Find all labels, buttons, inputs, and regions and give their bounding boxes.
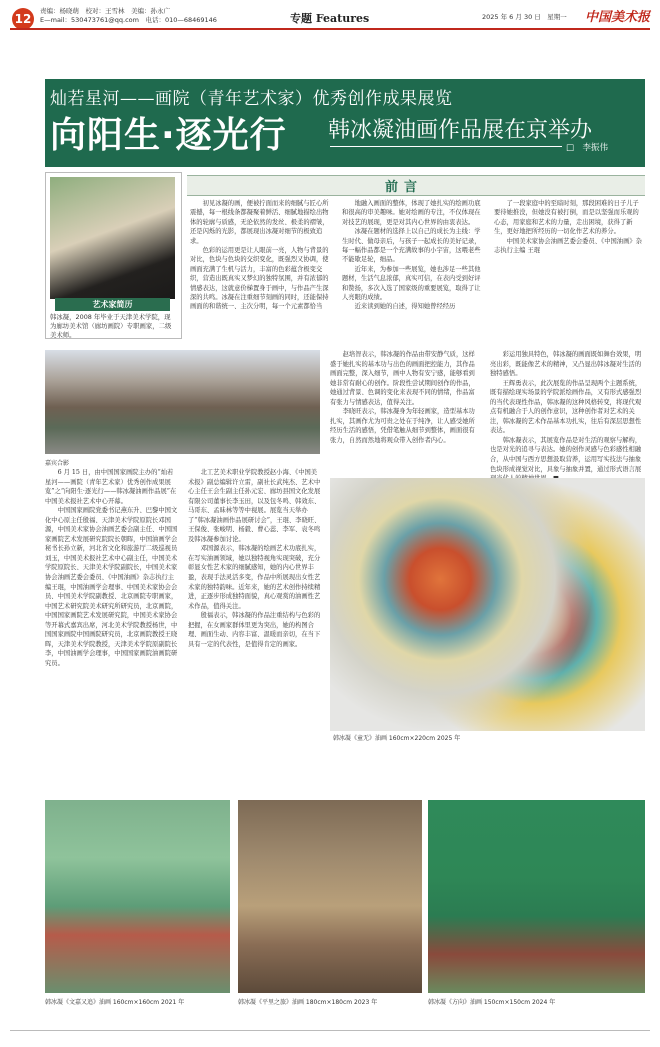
newspaper-logo: 中国美术报 — [585, 10, 651, 25]
article-column-3 — [330, 350, 478, 445]
preface-paragraph: 冰凝在题材的选择上以自己的成长为主线：学生时代、做母亲后，与孩子一起成长的美好记录，每一幅作品都是一个充满故事的小宇宙，这喂老些不能歇足轮，细品。 — [342, 228, 481, 264]
profile-bio: 韩冰凝，2008 年毕业于天津美术学院，现为廊坊美术馆（廊坊画院）专职画家，二级美术师。 — [50, 313, 172, 339]
painting-caption: 韩冰凝《文嘉又追》油画 160cm×160cm 2021 年 — [45, 999, 185, 1006]
preface-paragraph: 近年来，为参加一些展览，她也涉足一些其他题材，生活气息浓郁，真实可信，在表内受到好评和赞扬，多次入选了国家级的重要展览，取得了让人亮眼的成绩。 — [342, 265, 481, 302]
preface-paragraph: 初见冰凝的画，便被拧面而来的细腻与匠心所震撼，每一根线条都凝聚着鲜活、细腻地描绘出物体的轮廓与质感，无论依然的发丝、极柔的褶皱，还是闪烁的光影，都展现出冰凝对细节的极致追求。 — [190, 200, 329, 245]
article-paragraph: 中国国家画院党委书记燕东升、巴黎中国文化中心原主任殷福、天津美术学院原院长邓国源，中国美术家协会油画艺委会副主任、中国国家画院艺术发展研究院院长朝晖，中国油画学会秘书长孙立新，河北省文化和旅游厅二级巡视员刘玉，中国美术报社艺术中心副主任，中国美术学院原院长、天津美术学院副院长，中国美术家协会油画艺委会委员、《中国油画》杂志执行主编王琨，中国油画学会理事、中国美术家协会会员、中国美术学院副教授、北京画院专职画家，中国艺术研究院美术研究所研究员，北京画院，中国国家画院艺术发展研究院，中国美术家协会等开幕式嘉宾出席，河北美术学院教授杨世，中国国家画院中国画院研究员，北京画院教授王晓晖，天津美术学院教授，天津美术学院原副院长李，中国油画学会理事，中国国家画院油画院研究员。 — [45, 507, 178, 667]
article-paragraph: 北工艺美术职业学院教授赵小海、《中国美术报》副总编辑许立雷，副社长武纯杰、艺术中心主任王会生副主任孙元宏、廊坊县国文化发展有限公司董事长李玉田，以及包冬鸣、韩效东、马哥东、孟昧林等等中视展。展览当天举办了“韩冰凝油画作品展研讨会”，王琨、李晓旺、王保俊、张峻明、杨毅、曹心蕊、李军、袁冬鸣及韩冰凝参加讨论。 — [188, 469, 321, 543]
painting-caption: 韩冰凝《童无》油画 160cm×220cm 2025 年 — [333, 735, 461, 742]
subtitle-rule — [330, 146, 562, 147]
article-column-4 — [490, 350, 645, 484]
painting-caption: 韩冰凝《平里之旅》油画 180cm×180cm 2023 年 — [238, 999, 378, 1006]
headline-subtitle: 韩冰凝油画作品展在京举办 — [328, 118, 593, 143]
credits-line-2: E—mail：530473761@qq.com 电话：010—68469146 — [40, 16, 217, 24]
painting-horse-journey-image — [238, 800, 422, 993]
preface-signature: 中国美术家协会油画艺委会委员、《中国油画》杂志执行主编 王琨 — [494, 237, 642, 255]
credits-line-1: 责编：杨晓萌 校对：王雪林 美编：孙永广 — [40, 7, 170, 15]
article-paragraph: 6 月 15 日，由中国国家画院主办的“灿若星河——画院（青年艺术家）优秀创作成果展览”之“向阳生·逐光行——韩冰凝油画作品展”在中国美术报社艺术中心开幕。 — [45, 469, 177, 505]
section-label: 专题 Features — [290, 12, 370, 25]
issue-date: 2025 年 6 月 30 日 星期一 — [482, 13, 567, 21]
page-number: 12 — [12, 8, 34, 30]
article-column-1 — [45, 468, 178, 668]
article-paragraph: 邓国源表示，韩冰凝的绘画艺术功底扎实，在写实油画领域，她以独特视角实现突破，充分彰显女性艺术家的细腻感知，她的内心世界丰盈，表现手法灵活多变，作品中所展现出女性艺术家的独特韵味。近年来，她的艺术创作持续精进，正逐步形成独特面貌，真心观赏的油画性艺术作品，值得关注。 — [188, 545, 321, 610]
preface-column-1 — [190, 199, 332, 312]
headline-kicker: 灿若星河——画院（青年艺术家）优秀创作成果展览 — [50, 89, 453, 109]
footer-rule — [10, 1030, 650, 1031]
article-paragraph: 韩冰凝表示，其展览作品是对生活的观察与解构，也是对光的追寻与表达。她的创作灵感与色彩感性相融合，从中国与西方思想汲取营养，运用写实技法与抽象色块形成视觉对比，具象与抽象并置，通过形式语言展 — [490, 436, 642, 473]
article-paragraph: 彩运用独具特色，韩冰凝的画面既如舞台效果，明亮出彩，既能像艺术的精神，又凸显出韩冰凝对生活的独特感悟。 — [490, 351, 642, 378]
preface-column-3 — [494, 199, 644, 255]
preface-column-2 — [342, 199, 484, 312]
painting-children-skating-image — [45, 800, 230, 993]
painting-caption: 韩冰凝《方向》油画 150cm×150cm 2024 年 — [428, 999, 556, 1006]
headline-title: 向阳生·逐光行 — [50, 115, 287, 156]
preface-title: 前言 — [385, 180, 424, 195]
group-photo-caption: 嘉宾合影 — [45, 460, 70, 467]
preface-paragraph: 地融入画面的整体，体现了她扎实的绘画功底和很高的审美趣味。她对绘画的专注，不仅体现在对技艺的展现，更是对其内心世界的由衷表达。 — [342, 200, 481, 226]
painting-paper-planes-image — [428, 800, 645, 993]
preface-paragraph: 近来读到她的自述，得知她曾经经历 — [354, 303, 456, 311]
editor-credits — [40, 7, 217, 25]
group-photo — [45, 350, 320, 454]
preface-paragraph: 色彩的运用更是让人眼前一亮，人物与背景的对比，色块与色块的交织变化，既强烈又协调，使画面充满了生机与活力，丰富的色彩蕴含极变交织，营造出既真实又梦幻的独特氛围，并有浓郁的情感表达，这就意价梯置身于画中，与作品产生深深的共鸣。冰凝在注重细节刻画的同时，还能保持画面的和谐统一、主次分明，每一个元素都恰当 — [190, 247, 329, 311]
preface-paragraph: 了一段家庭中的至暗时刻，那段困难的日子儿子要待她推没，但她没有被打倒，而是以坚强而乐观的心态，用家庭和艺术的力量，走出困境，获得了新生，更好地把所经历的一切化作艺术的养分。 — [494, 200, 639, 236]
article-paragraph: 王辉勇表示，此次展览的作品呈现两个主题系统，既有描绘现实场景的学院派绘画作品，又有形式感强烈的当代表现性作品，韩冰凝的这种风格转变，将现代观点有机融合于人的创作意识，这种创作者对艺术的关注，韩冰凝的艺术作品基本功扎实，往后有深层思想性表达。 — [490, 379, 642, 435]
painting-toys-image — [330, 478, 645, 731]
byline: □ 李振伟 — [566, 143, 609, 153]
header-rule — [10, 28, 650, 30]
article-paragraph: 李晓旺表示，韩冰凝身为年轻画家，造型基本功扎实，其画作尤为可贵之处在于纯净，让人感受她所经历生活的感悟，凭借笔触从细节到整体，画面很有张力，自然而然地将观众带入创作者内心。 — [330, 408, 475, 444]
article-column-2 — [188, 468, 321, 649]
profile-heading: 艺术家简历 — [55, 298, 170, 311]
artist-portrait-photo — [50, 177, 175, 299]
article-paragraph: 殷福表示，韩冰凝的作品注重结构与色彩的把握，在女画家群体里更为突出，她的构图合理、画面生动、内容丰富、温暖而亲切，在当下具有一定的代表性，是值得肯定的画家。 — [188, 612, 321, 648]
article-paragraph: 赵培智表示，韩冰凝的作品由带安静气质，这样盛于她扎实的基本功与出色的画面把控能力，其作品画面完整，深入细节，画中人物有安宁感，能够看到她非常有耐心的创作。阶段性尝试期间创作的作品，她通过背景、色调的变化来表现不同的情绪，作品富有张力与情感表达，值得关注。 — [330, 351, 475, 406]
